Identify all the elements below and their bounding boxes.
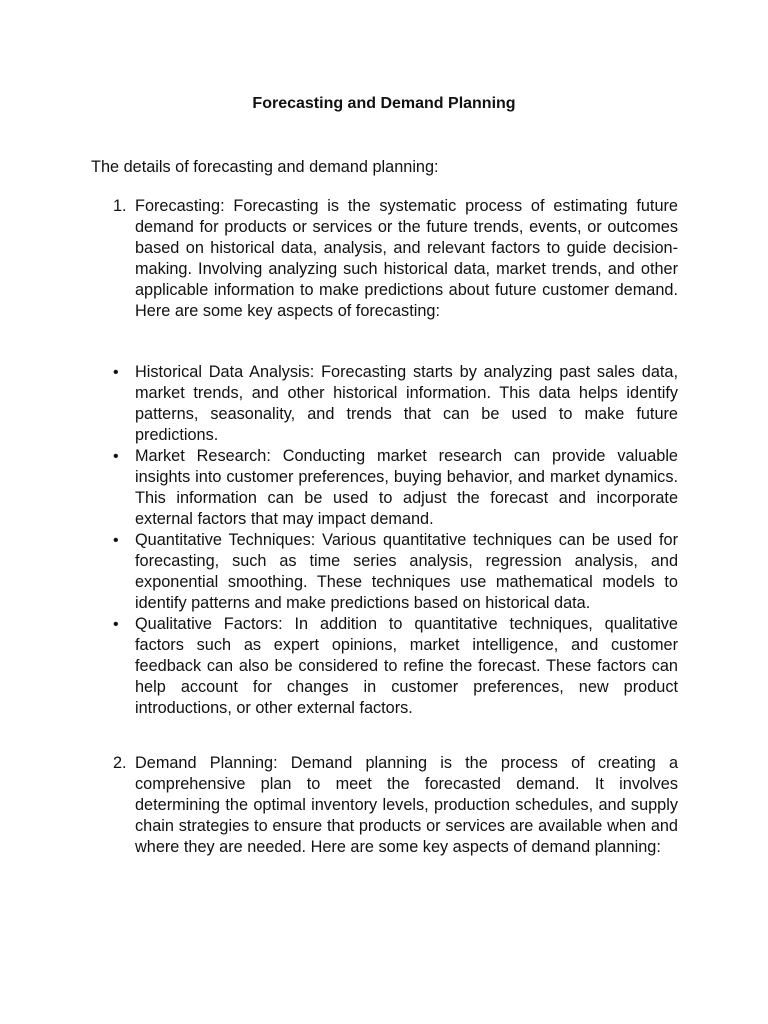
intro-text: The details of forecasting and demand planning: (91, 158, 439, 176)
item-number: 2. (113, 754, 127, 772)
document-title: Forecasting and Demand Planning (252, 95, 516, 112)
item-text: Demand Planning: Demand planning is the process of creating a comprehensive plan to meet the forecasted demand. It involves determining the optimal inventory levels, production schedules, and supply chain strategies to ensure that products or services are available when and where they are needed. Here are some key aspects of demand planning: (135, 754, 678, 856)
list-item (113, 530, 678, 614)
list-item-text: Quantitative Techniques: Various quantitative techniques can be used for forecasting, such as time series analysis, regression analysis, and exponential smoothing. These techniques use mathematical models to identify patterns and make predictions based on historical data. (135, 531, 678, 612)
bullet-icon: • (113, 532, 119, 549)
bullet-icon: • (113, 364, 119, 381)
numbered-item-demand-planning (113, 753, 678, 858)
list-item (113, 446, 678, 530)
list-item-text: Qualitative Factors: In addition to quantitative techniques, qualitative factors such as expert opinions, market intelligence, and customer feedback can also be considered to refine the forecast. These factors can help account for changes in customer preferences, new product introductions, or other external factors. (135, 615, 678, 717)
bullet-list (113, 362, 678, 719)
list-item (113, 614, 678, 719)
bullet-icon: • (113, 448, 119, 465)
list-item (113, 362, 678, 446)
list-item-text: Historical Data Analysis: Forecasting starts by analyzing past sales data, market trends, and other historical information. This data helps identify patterns, seasonality, and trends that can be used to make future predictions. (135, 363, 678, 444)
bullet-icon: • (113, 616, 119, 633)
numbered-item-forecasting (113, 196, 678, 322)
item-text: Forecasting: Forecasting is the systematic process of estimating future demand for products or services or the future trends, events, or outcomes based on historical data, analysis, and relevant factors to guide decision-making. Involving analyzing such historical data, market trends, and other applicable information to make predictions about future customer demand. Here are some key aspects of forecasting: (135, 197, 678, 320)
list-item-text: Market Research: Conducting market research can provide valuable insights into customer preferences, buying behavior, and market dynamics. This information can be used to adjust the forecast and incorporate external factors that may impact demand. (135, 447, 678, 528)
item-number: 1. (113, 197, 127, 215)
